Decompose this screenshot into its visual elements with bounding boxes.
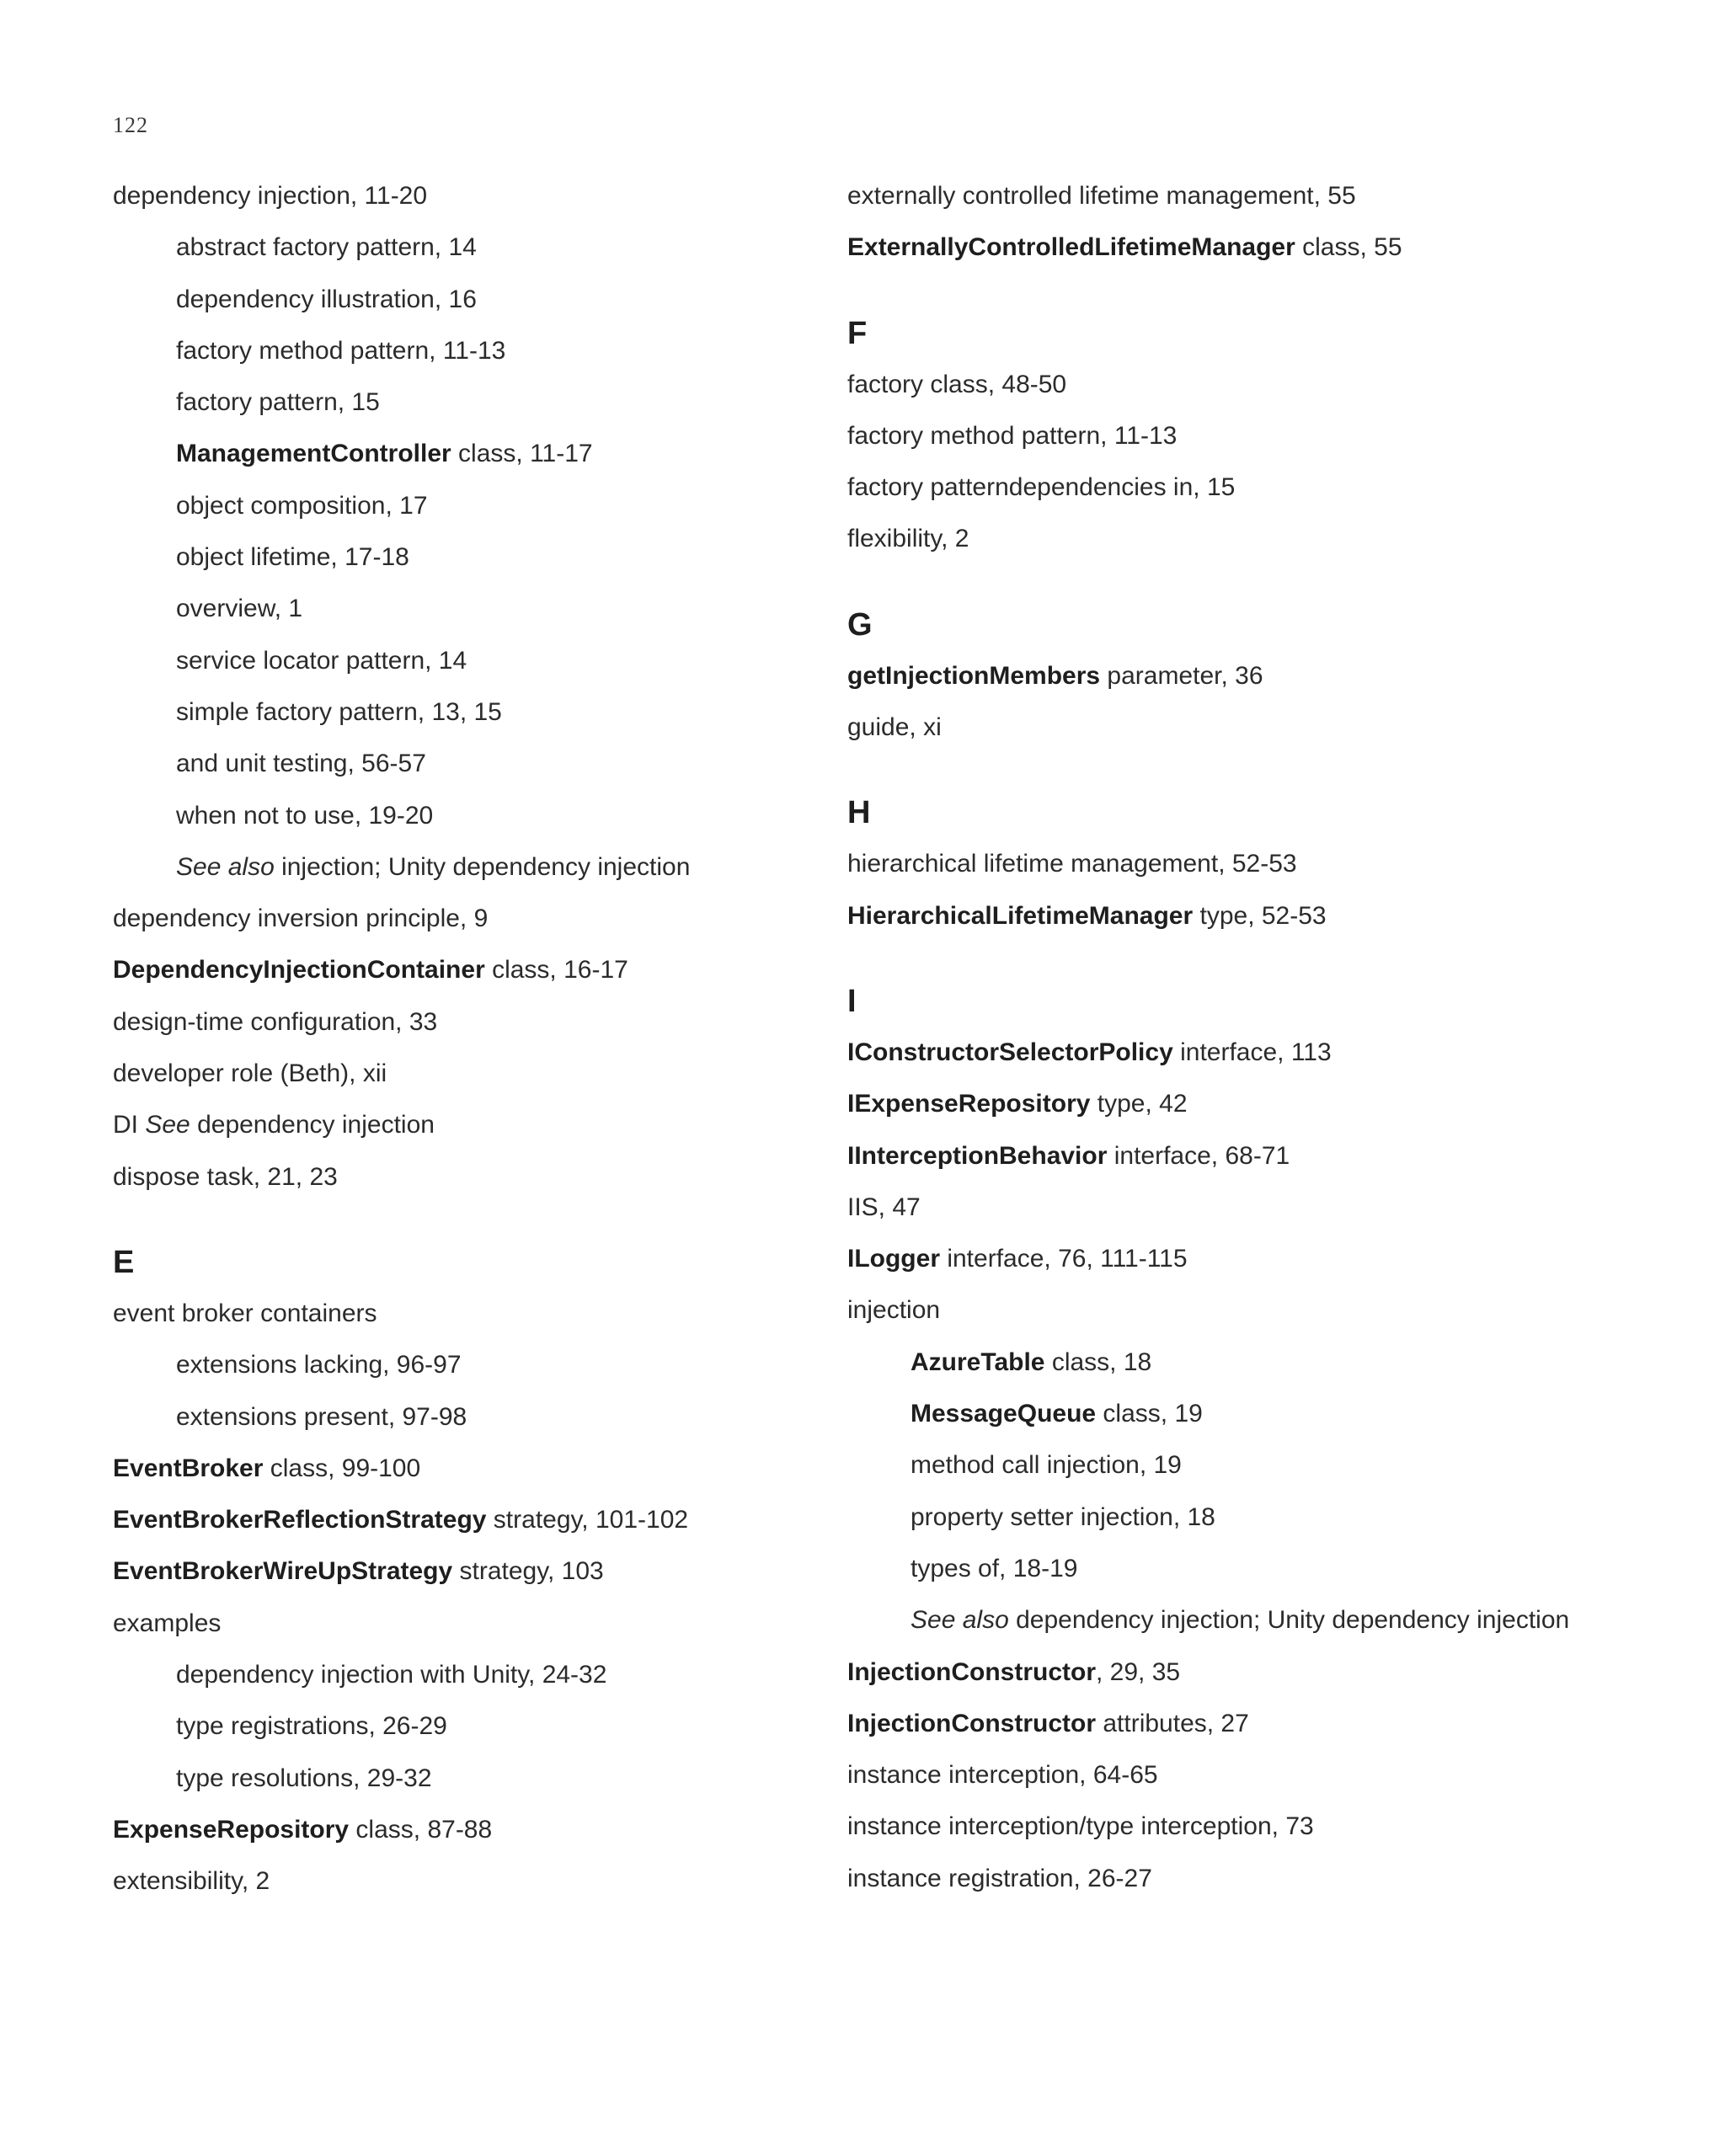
- index-entry: [113, 1006, 804, 1057]
- index-subentry: [847, 1449, 1605, 1500]
- index-entry: [847, 1862, 1605, 1913]
- index-entry: [847, 179, 1605, 231]
- entry-text: injection; Unity dependency injection: [274, 852, 691, 881]
- entry-text: dependency injection, 11-20: [113, 182, 428, 210]
- entry-prefix: DI: [113, 1111, 146, 1139]
- entry-term: IConstructorSelectorPolicy: [847, 1038, 1173, 1066]
- index-entry: [113, 1555, 804, 1606]
- index-subentry: [847, 1501, 1605, 1552]
- index-subentry: [113, 231, 804, 282]
- entry-text: method call injection, 19: [911, 1451, 1182, 1480]
- index-entry: [847, 1656, 1605, 1707]
- entry-text: property setter injection, 18: [911, 1502, 1215, 1531]
- see-reference: See also: [911, 1606, 1009, 1635]
- entry-text: class, 16-17: [484, 956, 628, 985]
- entry-text: simple factory pattern, 13, 15: [176, 697, 502, 726]
- entry-text: dependency injection: [190, 1111, 435, 1139]
- index-entry: [847, 1242, 1605, 1294]
- entry-text: class, 99-100: [263, 1454, 421, 1482]
- entry-text: factory method pattern, 11-13: [176, 336, 506, 365]
- index-letter-heading: I: [847, 983, 857, 1019]
- entry-text: extensions present, 97-98: [176, 1402, 467, 1431]
- entry-term: InjectionConstructor: [847, 1709, 1097, 1737]
- index-entry: [847, 847, 1605, 899]
- index-subentry: [113, 851, 804, 902]
- index-subentry: [113, 334, 804, 386]
- entry-term: EventBroker: [113, 1454, 264, 1482]
- index-entry: [847, 1036, 1605, 1087]
- entry-term: getInjectionMembers: [847, 661, 1101, 690]
- index-subentry: [113, 1658, 804, 1710]
- index-subentry: [113, 1762, 804, 1813]
- index-subentry: [113, 747, 804, 798]
- entry-text: dependency injection with Unity, 24-32: [176, 1661, 607, 1689]
- index-column-right: [847, 179, 1605, 1913]
- entry-text: type, 52-53: [1193, 901, 1327, 930]
- index-entry: [847, 899, 1605, 951]
- index-letter-heading: F: [847, 315, 868, 351]
- index-entry: [113, 1865, 804, 1916]
- entry-text: factory class, 48-50: [847, 370, 1067, 398]
- entry-term: AzureTable: [911, 1348, 1045, 1376]
- entry-text: factory patterndependencies in, 15: [847, 473, 1236, 502]
- index-entry: [847, 1707, 1605, 1758]
- entry-text: extensions lacking, 96-97: [176, 1351, 462, 1380]
- index-entry: [847, 471, 1605, 522]
- index-column-left: [113, 179, 804, 1917]
- entry-text: object composition, 17: [176, 491, 428, 520]
- index-subentry: [113, 489, 804, 541]
- entry-text: type resolutions, 29-32: [176, 1764, 432, 1792]
- entry-text: dependency inversion principle, 9: [113, 905, 489, 933]
- index-entry: [847, 1139, 1605, 1191]
- entry-text: factory method pattern, 11-13: [847, 421, 1178, 450]
- index-subentry: [847, 1604, 1605, 1655]
- entry-text: abstract factory pattern, 14: [176, 233, 477, 262]
- see-reference: See: [145, 1111, 190, 1139]
- index-subentry: [847, 1552, 1605, 1604]
- index-entry: [113, 1161, 804, 1212]
- index-subentry: [847, 1397, 1605, 1449]
- entry-text: interface, 113: [1172, 1038, 1332, 1066]
- index-entry: [847, 1758, 1605, 1810]
- index-entry: [847, 368, 1605, 419]
- index-entry: [113, 1813, 804, 1865]
- index-entry: [847, 1087, 1605, 1139]
- entry-term: ManagementController: [176, 440, 451, 468]
- entry-text: developer role (Beth), xii: [113, 1059, 387, 1088]
- index-entry: [113, 1607, 804, 1658]
- index-entry: [847, 1294, 1605, 1345]
- index-entry: [847, 1191, 1605, 1242]
- entry-text: examples: [113, 1609, 222, 1637]
- index-subentry: [113, 386, 804, 437]
- entry-term: HierarchicalLifetimeManager: [847, 901, 1194, 930]
- index-subentry: [113, 799, 804, 851]
- entry-term: ExternallyControlledLifetimeManager: [847, 233, 1295, 262]
- entry-term: DependencyInjectionContainer: [113, 956, 485, 985]
- index-entry: [113, 1057, 804, 1108]
- entry-term: IExpenseRepository: [847, 1090, 1091, 1118]
- entry-text: event broker containers: [113, 1299, 377, 1327]
- entry-text: injection: [847, 1296, 941, 1325]
- entry-text: dispose task, 21, 23: [113, 1162, 338, 1191]
- entry-text: flexibility, 2: [847, 525, 969, 553]
- index-entry: [113, 1297, 804, 1348]
- index-entry: [113, 1503, 804, 1555]
- index-subentry: [113, 1401, 804, 1452]
- entry-text: strategy, 103: [452, 1557, 604, 1586]
- entry-term: ExpenseRepository: [113, 1815, 350, 1844]
- entry-text: object lifetime, 17-18: [176, 543, 409, 572]
- entry-term: MessageQueue: [911, 1400, 1097, 1428]
- entry-text: interface, 68-71: [1107, 1141, 1290, 1170]
- entry-text: design-time configuration, 33: [113, 1007, 438, 1036]
- entry-text: class, 55: [1295, 233, 1402, 262]
- index-subentry: [113, 437, 804, 488]
- index-entry: [847, 522, 1605, 574]
- entry-text: instance interception, 64-65: [847, 1761, 1158, 1790]
- index-entry: [113, 953, 804, 1005]
- index-subentry: [113, 1710, 804, 1761]
- entry-text: instance interception/type interception, 73: [847, 1812, 1314, 1841]
- index-subentry: [113, 1348, 804, 1400]
- index-subentry: [113, 696, 804, 747]
- index-entry: [847, 711, 1605, 762]
- entry-text: type, 42: [1090, 1090, 1188, 1118]
- entry-term: IInterceptionBehavior: [847, 1141, 1108, 1170]
- entry-text: when not to use, 19-20: [176, 801, 434, 830]
- entry-text: dependency injection; Unity dependency injection: [1008, 1606, 1570, 1635]
- entry-text: class, 87-88: [349, 1815, 493, 1844]
- entry-text: and unit testing, 56-57: [176, 750, 426, 778]
- see-reference: See also: [176, 852, 275, 881]
- entry-text: hierarchical lifetime management, 52-53: [847, 850, 1297, 878]
- entry-text: attributes, 27: [1096, 1709, 1249, 1737]
- entry-text: interface, 76, 111-115: [940, 1245, 1188, 1273]
- index-entry: [847, 231, 1605, 282]
- entry-text: parameter, 36: [1100, 661, 1263, 690]
- index-subentry: [113, 541, 804, 592]
- entry-term: InjectionConstructor: [847, 1657, 1097, 1686]
- entry-text: factory pattern, 15: [176, 388, 380, 417]
- entry-text: extensibility, 2: [113, 1867, 270, 1896]
- index-entry: [113, 179, 804, 231]
- index-entry: [847, 659, 1605, 711]
- entry-text: instance registration, 26-27: [847, 1864, 1152, 1892]
- index-subentry: [113, 644, 804, 696]
- entry-text: service locator pattern, 14: [176, 646, 467, 675]
- index-entry: [113, 1108, 804, 1160]
- page-number: 122: [113, 113, 148, 137]
- index-entry: [847, 419, 1605, 471]
- entry-text: overview, 1: [176, 595, 303, 623]
- entry-term: ILogger: [847, 1245, 940, 1273]
- entry-text: , 29, 35: [1096, 1657, 1181, 1686]
- entry-text: dependency illustration, 16: [176, 285, 477, 313]
- entry-text: type registrations, 26-29: [176, 1712, 447, 1741]
- index-entry: [847, 1810, 1605, 1861]
- index-subentry: [847, 1346, 1605, 1397]
- index-entry: [113, 902, 804, 953]
- index-entry: [113, 1452, 804, 1503]
- index-subentry: [113, 592, 804, 643]
- index-letter-heading: G: [847, 606, 873, 643]
- entry-text: IIS, 47: [847, 1193, 921, 1221]
- entry-text: strategy, 101-102: [486, 1506, 689, 1534]
- index-letter-heading: H: [847, 795, 871, 831]
- entry-text: externally controlled lifetime management, 55: [847, 182, 1356, 210]
- entry-term: EventBrokerReflectionStrategy: [113, 1506, 487, 1534]
- entry-text: class, 19: [1096, 1400, 1203, 1428]
- entry-text: types of, 18-19: [911, 1554, 1078, 1582]
- entry-term: EventBrokerWireUpStrategy: [113, 1557, 453, 1586]
- entry-text: class, 18: [1044, 1348, 1152, 1376]
- index-letter-heading: E: [113, 1244, 135, 1280]
- index-subentry: [113, 283, 804, 334]
- entry-text: class, 11-17: [451, 440, 593, 468]
- entry-text: guide, xi: [847, 713, 942, 742]
